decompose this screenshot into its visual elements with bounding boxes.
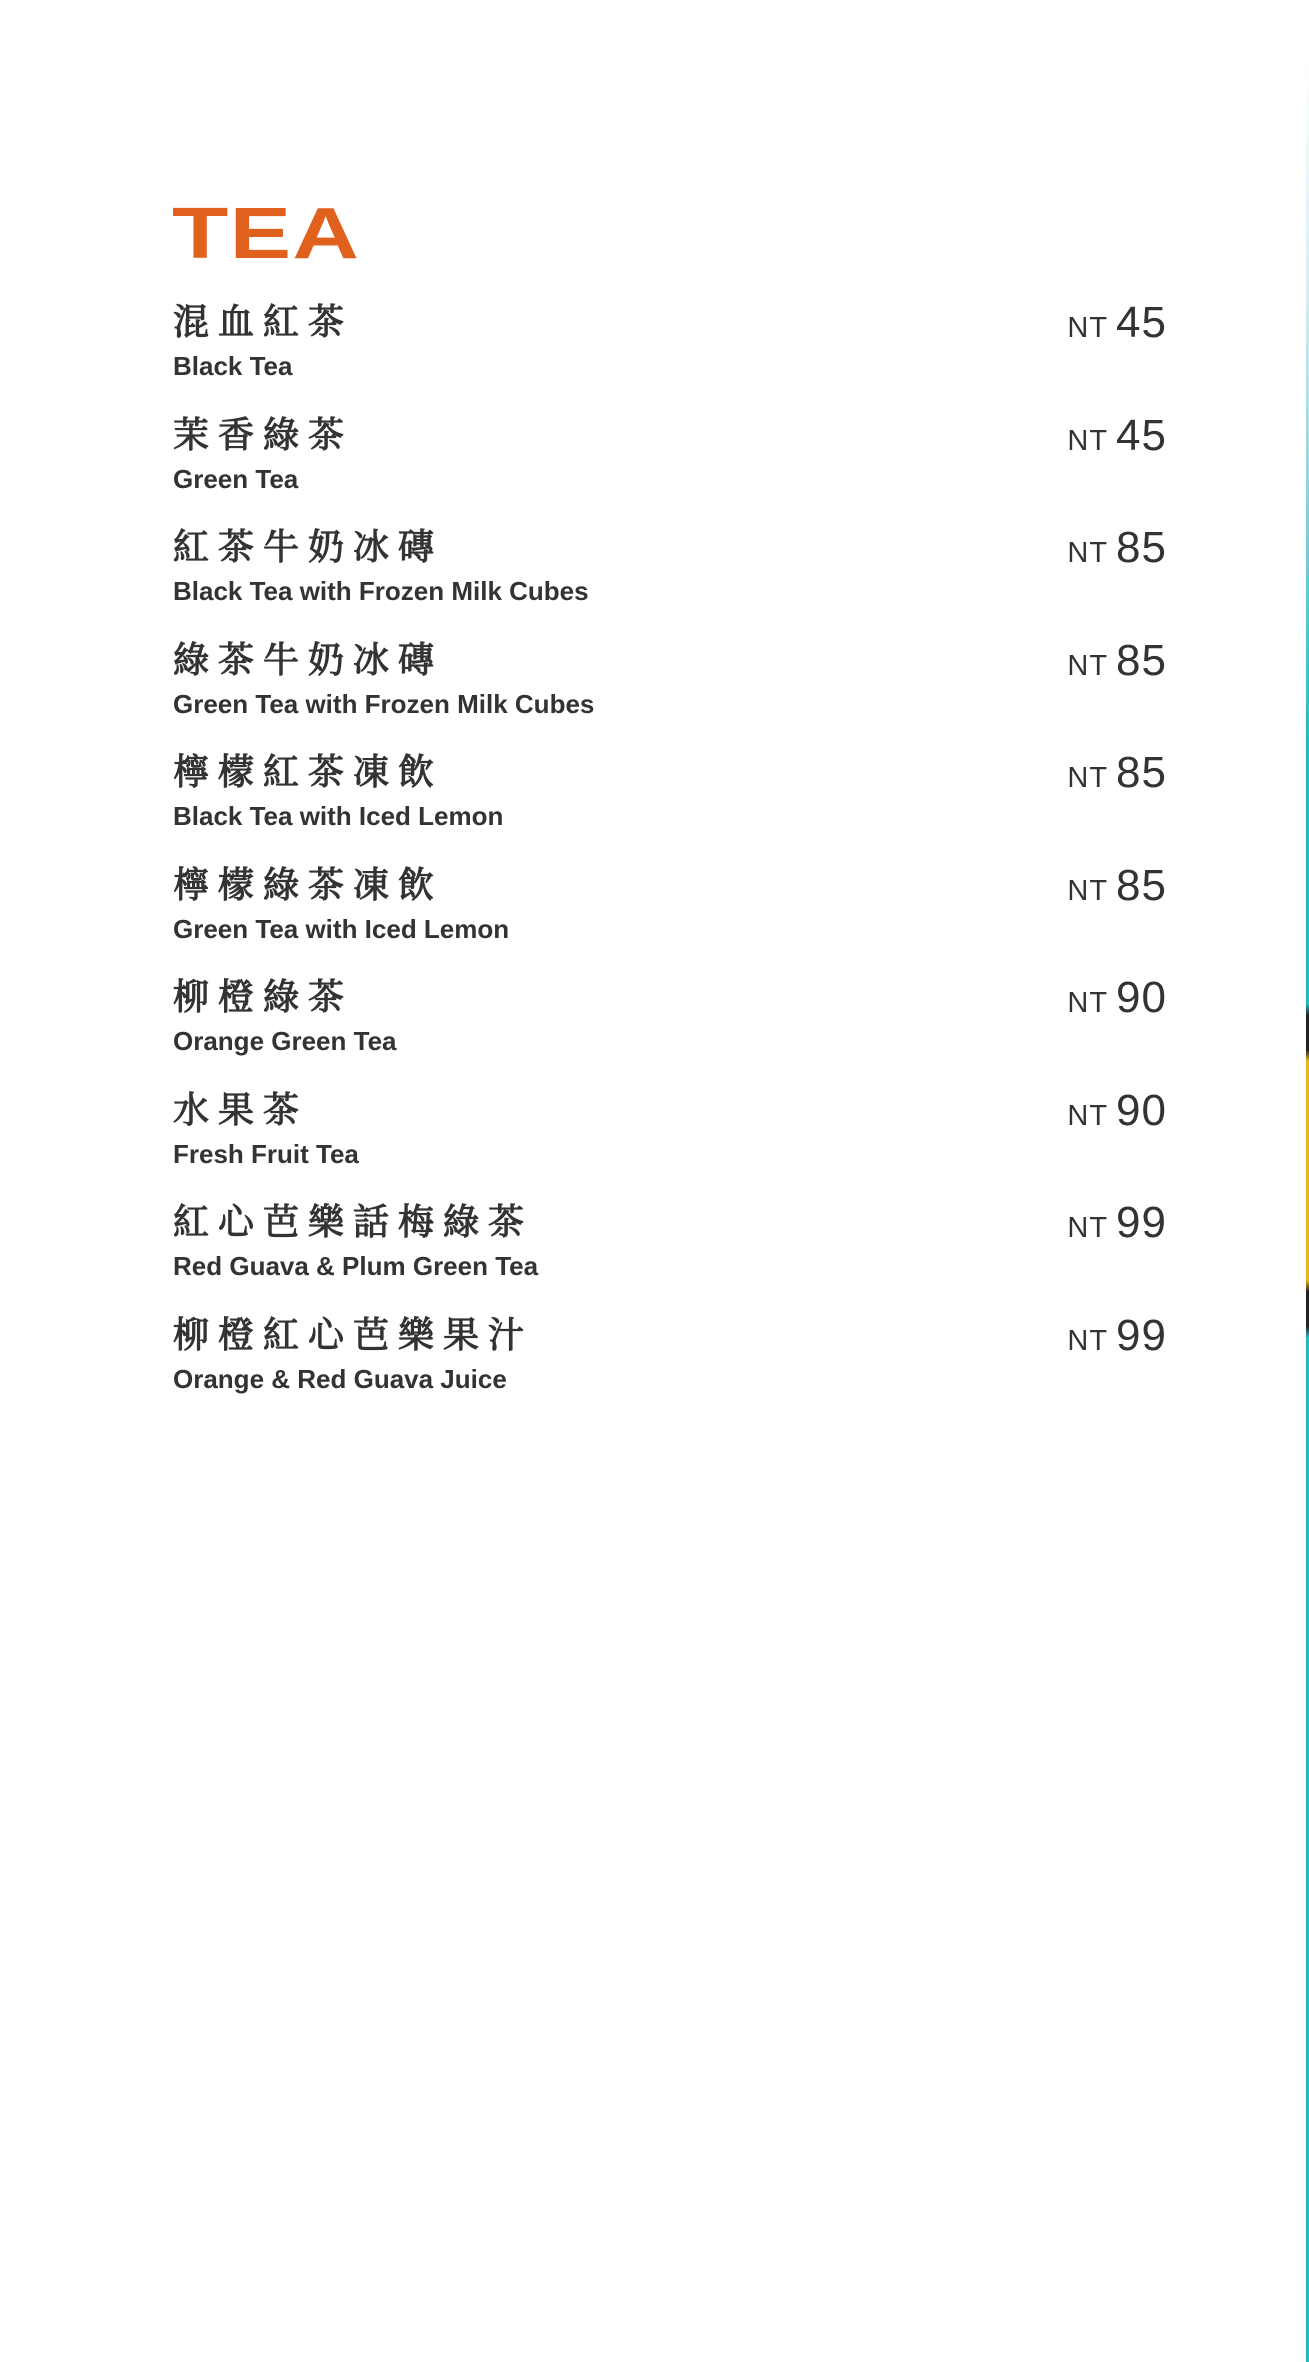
price-value: 85 bbox=[1116, 523, 1167, 572]
item-name-zh: 柳橙綠茶 bbox=[173, 977, 354, 1018]
item-name-zh: 柳橙紅心芭樂果汁 bbox=[173, 1314, 534, 1356]
price-currency: NT bbox=[1067, 987, 1109, 1019]
item-name-en: Green Tea with Iced Lemon bbox=[173, 913, 510, 944]
item-name-zh: 混血紅茶 bbox=[173, 302, 354, 343]
item-price bbox=[1067, 410, 1167, 460]
item-price bbox=[1067, 1310, 1167, 1360]
item-price bbox=[1067, 1200, 1167, 1246]
item-name-en: Orange & Red Guava Juice bbox=[173, 1363, 507, 1394]
item-price bbox=[1067, 975, 1167, 1021]
item-name-en: Black Tea with Iced Lemon bbox=[173, 801, 504, 831]
menu-item bbox=[173, 1085, 1173, 1201]
item-name-zh: 檸檬綠茶凍飲 bbox=[173, 864, 444, 906]
price-value: 90 bbox=[1116, 973, 1167, 1022]
item-name-en: Black Tea bbox=[173, 351, 293, 381]
item-name-en: Black Tea with Frozen Milk Cubes bbox=[173, 576, 589, 606]
item-price bbox=[1067, 860, 1167, 910]
item-name-en: Orange Green Tea bbox=[173, 1026, 397, 1056]
item-name-zh: 紅心芭樂話梅綠茶 bbox=[173, 1202, 534, 1243]
menu-item bbox=[173, 410, 1173, 526]
item-name-en: Fresh Fruit Tea bbox=[173, 1138, 359, 1169]
item-name-zh: 紅茶牛奶冰磚 bbox=[173, 527, 444, 568]
item-price bbox=[1067, 750, 1167, 796]
menu-item bbox=[173, 635, 1173, 751]
price-value: 45 bbox=[1116, 298, 1167, 347]
price-currency: NT bbox=[1067, 874, 1109, 907]
price-value: 45 bbox=[1116, 410, 1167, 460]
menu-list bbox=[173, 300, 1173, 1425]
price-currency: NT bbox=[1067, 1212, 1109, 1244]
item-price bbox=[1067, 635, 1167, 685]
price-currency: NT bbox=[1067, 424, 1109, 457]
price-currency: NT bbox=[1067, 762, 1109, 794]
menu-item bbox=[173, 525, 1173, 638]
price-value: 85 bbox=[1116, 635, 1167, 685]
item-price bbox=[1067, 525, 1167, 571]
price-currency: NT bbox=[1067, 1324, 1109, 1357]
menu-item bbox=[173, 860, 1173, 976]
price-currency: NT bbox=[1067, 649, 1109, 682]
price-value: 85 bbox=[1116, 748, 1167, 797]
menu-item bbox=[173, 975, 1173, 1088]
item-name-en: Red Guava & Plum Green Tea bbox=[173, 1251, 539, 1281]
item-price bbox=[1067, 300, 1167, 346]
section-title: TEA bbox=[172, 194, 361, 274]
item-name-en: Green Tea bbox=[173, 463, 299, 494]
price-value: 99 bbox=[1116, 1310, 1167, 1360]
item-name-en: Green Tea with Frozen Milk Cubes bbox=[173, 688, 595, 719]
menu-item bbox=[173, 1310, 1173, 1426]
item-price bbox=[1067, 1085, 1167, 1135]
item-name-zh: 綠茶牛奶冰磚 bbox=[173, 639, 444, 681]
menu-item bbox=[173, 300, 1173, 413]
price-currency: NT bbox=[1067, 312, 1109, 344]
price-value: 85 bbox=[1116, 860, 1167, 910]
item-name-zh: 水果茶 bbox=[173, 1089, 309, 1131]
item-name-zh: 檸檬紅茶凍飲 bbox=[173, 752, 444, 793]
price-currency: NT bbox=[1067, 537, 1109, 569]
price-value: 90 bbox=[1116, 1085, 1167, 1135]
menu-item bbox=[173, 1200, 1173, 1313]
menu-item bbox=[173, 750, 1173, 863]
price-currency: NT bbox=[1067, 1099, 1109, 1132]
item-name-zh: 茉香綠茶 bbox=[173, 414, 354, 456]
price-value: 99 bbox=[1116, 1198, 1167, 1247]
